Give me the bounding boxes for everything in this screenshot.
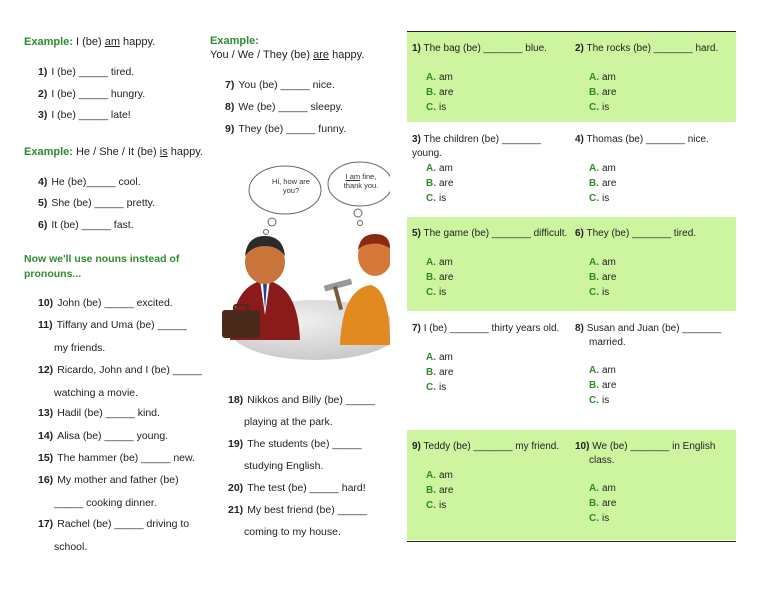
item-number: 10): [38, 297, 54, 309]
option-letter: B.: [589, 498, 599, 509]
option-text: are: [602, 380, 617, 391]
option-letter: A.: [589, 163, 599, 174]
answer-option[interactable]: [589, 513, 609, 524]
answer-option[interactable]: [589, 72, 616, 83]
answer-option[interactable]: [426, 352, 453, 363]
item-number: 19): [228, 438, 244, 450]
exercise-item: [228, 482, 366, 494]
quiz-block: [407, 123, 736, 216]
option-letter: B.: [426, 485, 436, 496]
option-text: are: [439, 367, 454, 378]
question-text: I (be) _______ thirty years old.: [423, 323, 560, 334]
item-continuation: playing at the park.: [244, 416, 333, 428]
item-number: 6): [38, 219, 48, 231]
option-text: am: [602, 365, 616, 376]
option-text: are: [602, 498, 617, 509]
option-letter: B.: [426, 87, 436, 98]
answer-option[interactable]: [589, 193, 609, 204]
quiz-question: [575, 133, 730, 147]
exercise-item: [38, 518, 189, 530]
option-text: am: [602, 483, 616, 494]
option-text: am: [602, 72, 616, 83]
item-number: 1): [38, 66, 48, 78]
exercise-item: [38, 219, 134, 231]
quiz-question: [575, 440, 730, 468]
item-continuation: watching a movie.: [54, 387, 139, 399]
answer-option[interactable]: [426, 257, 453, 268]
quiz-block: [407, 217, 736, 311]
question-number: 9): [412, 441, 421, 452]
answer-option[interactable]: [426, 485, 453, 496]
option-text: is: [439, 382, 447, 393]
answer-option[interactable]: [426, 272, 453, 283]
item-text: Hadil (be) _____ kind.: [57, 407, 160, 419]
quiz-block: [407, 312, 736, 429]
item-text: Ricardo, John and I (be) _____: [57, 364, 202, 376]
answer-option[interactable]: [589, 395, 609, 406]
answer-option[interactable]: [426, 500, 446, 511]
exercise-item: [38, 88, 145, 100]
option-letter: A.: [426, 257, 436, 268]
option-letter: A.: [589, 72, 599, 83]
item-text: Nikkos and Billy (be) _____: [247, 394, 376, 406]
answer-option[interactable]: [426, 178, 453, 189]
item-number: 18): [228, 394, 244, 406]
item-number: 15): [38, 452, 54, 464]
quiz-block: [407, 32, 736, 122]
item-number: 16): [38, 474, 54, 486]
exercise-item: [228, 504, 367, 516]
quiz-question: [412, 440, 572, 454]
bubble-right-text: I am fine, thank you.: [343, 172, 379, 190]
option-text: is: [439, 102, 447, 113]
item-number: 12): [38, 364, 54, 376]
exercise-item: [38, 452, 195, 464]
option-text: am: [602, 257, 616, 268]
quiz-question: [412, 133, 572, 161]
item-text: I (be) _____ hungry.: [51, 88, 146, 100]
answer-option[interactable]: [589, 287, 609, 298]
option-text: is: [602, 287, 610, 298]
option-letter: C.: [426, 287, 436, 298]
question-number: 7): [412, 323, 421, 334]
item-text: Alisa (be) _____ young.: [57, 430, 169, 442]
item-text: I (be) _____ late!: [51, 109, 131, 121]
item-number: 13): [38, 407, 54, 419]
example-2: Example: He / She / It (be) is happy.: [24, 146, 203, 158]
answer-option[interactable]: [426, 193, 446, 204]
option-letter: B.: [426, 272, 436, 283]
item-number: 17): [38, 518, 54, 530]
option-text: am: [439, 72, 453, 83]
option-text: am: [439, 163, 453, 174]
option-text: are: [602, 87, 617, 98]
question-text: Thomas (be) _______ nice.: [586, 134, 709, 145]
option-letter: C.: [589, 287, 599, 298]
answer-option[interactable]: [426, 287, 446, 298]
quiz-block: [407, 430, 736, 540]
option-letter: A.: [589, 483, 599, 494]
item-text: John (be) _____ excited.: [57, 297, 173, 309]
answer-option[interactable]: [589, 178, 616, 189]
item-text: She (be) _____ pretty.: [51, 197, 156, 209]
option-letter: C.: [589, 395, 599, 406]
item-number: 7): [225, 79, 235, 91]
answer-option[interactable]: [589, 498, 616, 509]
item-text: It (be) _____ fast.: [51, 219, 134, 231]
option-text: is: [439, 193, 447, 204]
answer-option[interactable]: [426, 382, 446, 393]
answer-option[interactable]: [426, 72, 453, 83]
item-number: 2): [38, 88, 48, 100]
option-text: am: [439, 257, 453, 268]
option-letter: C.: [426, 500, 436, 511]
bubble-left-text: Hi, how are you?: [272, 177, 310, 195]
item-number: 3): [38, 109, 48, 121]
exercise-item: [38, 109, 131, 121]
option-text: are: [439, 178, 454, 189]
nouns-heading: Now we'll use nouns instead of pronouns...: [24, 253, 180, 280]
answer-option[interactable]: [426, 367, 453, 378]
item-continuation: studying English.: [244, 460, 324, 472]
item-number: 14): [38, 430, 54, 442]
exercise-item: [225, 79, 335, 91]
exercise-item: [228, 394, 375, 406]
option-text: is: [439, 287, 447, 298]
option-text: are: [439, 485, 454, 496]
answer-option[interactable]: [589, 380, 616, 391]
quiz-question: [575, 42, 730, 56]
option-text: is: [439, 500, 447, 511]
question-number: 5): [412, 228, 421, 239]
item-number: 20): [228, 482, 244, 494]
answer-option[interactable]: [589, 483, 616, 494]
question-text-cont: married.: [589, 337, 626, 348]
question-text: The children (be) _______ young.: [412, 134, 541, 159]
question-text-cont: class.: [589, 455, 615, 466]
quiz-question: [412, 42, 572, 56]
exercise-item: [225, 101, 343, 113]
question-number: 2): [575, 43, 584, 54]
question-number: 10): [575, 441, 590, 452]
question-number: 6): [575, 228, 584, 239]
question-text: The bag (be) _______ blue.: [423, 43, 547, 54]
option-letter: B.: [589, 272, 599, 283]
answer-option[interactable]: [426, 470, 453, 481]
exercise-item: [38, 197, 155, 209]
answer-option[interactable]: [426, 87, 453, 98]
item-text: Rachel (be) _____ driving to: [57, 518, 190, 530]
quiz-question: [412, 227, 572, 241]
option-letter: B.: [589, 87, 599, 98]
item-number: 5): [38, 197, 48, 209]
item-text: My mother and father (be): [57, 474, 179, 486]
item-text: The students (be) _____: [247, 438, 362, 450]
question-text: We (be) _______ in English: [592, 441, 716, 452]
item-text: Tiffany and Uma (be) _____: [56, 319, 187, 331]
item-text: My best friend (be) _____: [247, 504, 367, 516]
quiz-question: [412, 322, 572, 336]
question-text: The rocks (be) _______ hard.: [586, 43, 719, 54]
answer-option[interactable]: [426, 163, 453, 174]
question-text: They (be) _______ tired.: [586, 228, 697, 239]
item-text: They (be) _____ funny.: [238, 123, 347, 135]
option-letter: A.: [426, 163, 436, 174]
option-letter: B.: [589, 178, 599, 189]
option-text: is: [602, 513, 610, 524]
option-text: are: [439, 87, 454, 98]
exercise-item: [38, 297, 173, 309]
exercise-item: [38, 176, 141, 188]
item-continuation: my friends.: [54, 342, 106, 354]
option-text: am: [602, 163, 616, 174]
option-text: are: [439, 272, 454, 283]
question-text: The game (be) _______ difficult.: [423, 228, 568, 239]
question-number: 1): [412, 43, 421, 54]
answer-option[interactable]: [589, 102, 609, 113]
option-letter: C.: [426, 382, 436, 393]
question-text: Teddy (be) _______ my friend.: [423, 441, 560, 452]
option-letter: A.: [589, 365, 599, 376]
question-text: Susan and Juan (be) _______: [586, 323, 722, 334]
item-text: We (be) _____ sleepy.: [238, 101, 344, 113]
answer-option[interactable]: [589, 257, 616, 268]
item-text: I (be) _____ tired.: [51, 66, 135, 78]
answer-option[interactable]: [589, 163, 616, 174]
item-text: The hammer (be) _____ new.: [57, 452, 195, 464]
option-letter: C.: [589, 102, 599, 113]
option-text: are: [602, 272, 617, 283]
item-text: You (be) _____ nice.: [238, 79, 335, 91]
item-continuation: school.: [54, 541, 88, 553]
exercise-item: [38, 319, 187, 331]
businessman-figure: [222, 236, 300, 340]
exercise-item: [225, 123, 346, 135]
option-letter: A.: [426, 470, 436, 481]
item-text: He (be)_____ cool.: [51, 176, 141, 188]
item-number: 11): [38, 319, 53, 331]
answer-option[interactable]: [426, 102, 446, 113]
option-text: is: [602, 395, 610, 406]
exercise-item: [38, 407, 160, 419]
item-number: 8): [225, 101, 235, 113]
quiz-question: [575, 227, 730, 241]
option-text: am: [439, 352, 453, 363]
answer-option[interactable]: [589, 365, 616, 376]
option-letter: B.: [589, 380, 599, 391]
question-number: 3): [412, 134, 421, 145]
exercise-item: [38, 66, 134, 78]
answer-option[interactable]: [589, 87, 616, 98]
quiz-bottom-rule: [407, 541, 736, 542]
item-text: The test (be) _____ hard!: [247, 482, 366, 494]
option-letter: A.: [426, 352, 436, 363]
option-text: are: [602, 178, 617, 189]
option-letter: A.: [589, 257, 599, 268]
exercise-item: [38, 474, 179, 486]
item-continuation: coming to my house.: [244, 526, 341, 538]
item-number: 9): [225, 123, 235, 135]
option-letter: C.: [426, 102, 436, 113]
exercise-item: [228, 438, 362, 450]
question-number: 4): [575, 134, 584, 145]
item-number: 4): [38, 176, 48, 188]
option-text: is: [602, 193, 610, 204]
item-number: 21): [228, 504, 244, 516]
example-1: Example: I (be) am happy.: [24, 36, 156, 48]
option-letter: C.: [426, 193, 436, 204]
option-letter: B.: [426, 178, 436, 189]
option-text: is: [602, 102, 610, 113]
option-letter: C.: [589, 513, 599, 524]
option-letter: C.: [589, 193, 599, 204]
quiz-question: [575, 322, 730, 350]
item-continuation: _____ cooking dinner.: [54, 497, 157, 509]
exercise-item: [38, 430, 168, 442]
option-letter: B.: [426, 367, 436, 378]
example-3: Example: You / We / They (be) are happy.: [210, 35, 365, 61]
option-letter: A.: [426, 72, 436, 83]
answer-option[interactable]: [589, 272, 616, 283]
question-number: 8): [575, 323, 584, 334]
exercise-item: [38, 364, 202, 376]
option-text: am: [439, 470, 453, 481]
